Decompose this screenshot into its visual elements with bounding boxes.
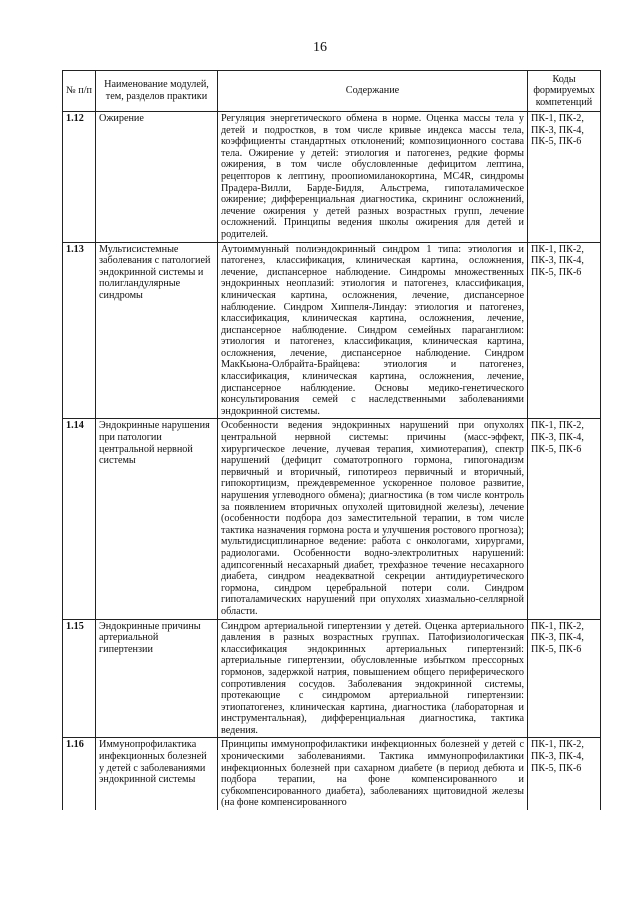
row-content: Регуляция энергетического обмена в норме. Оценка массы тела у детей и подростков, в том числе кривые индекса массы тела, коэффициенты стандартных отклонений; композиционного состава тела. Ожирение у детей: этиология и патогенез, редкие формы ожирения, в том числе обусловленные дефицитом лептина, рецепторов к лептину, проопиомиланокортина, MC4R, синдромы Прадера-Вилли, Барде-Бидля, Альстрема, гипоталамическое ожирение; дифференциальная диагностика, скрининг осложнений, лечение ожирения у детей разных возрастных групп, лечение осложнений. Принципы ведения школы ожирения для детей и родителей. bbox=[218, 112, 528, 243]
row-number: 1.14 bbox=[63, 419, 96, 619]
header-name: Наименование модулей, тем, разделов практики bbox=[96, 71, 218, 112]
row-name: Эндокринные нарушения при патологии центральной нервной системы bbox=[96, 419, 218, 619]
row-content: Аутоиммунный полиэндокринный синдром 1 типа: этиология и патогенез, классификация, клиническая картина, осложнения, лечение, диспансерное наблюдение. Синдромы множественных эндокринных неоплазий: этиология и патогенез, классификация, клиническая картина, осложнения, лечение, диспансерное наблюдение. Синдром Хиппеля-Линдау: этиология и патогенез, классификация, клиническая картина, осложнения, лечение, диспансерное наблюдение. Синдром семейных параганглиом: этиология и патогенез, классификация, клиническая картина, осложнения, лечение, диспансерное наблюдение. Синдром МакКьюна-Олбрайта-Брайцева: этиология и патогенез, классификация, клиническая картина, осложнения, лечение, диспансерное наблюдение. Основы медико-генетического консультирования семей с наследственными заболеваниями эндокринной системы. bbox=[218, 242, 528, 419]
header-content: Содержание bbox=[218, 71, 528, 112]
table-row bbox=[63, 619, 601, 738]
row-codes: ПК-1, ПК-2, ПК-3, ПК-4, ПК-5, ПК-6 bbox=[528, 112, 601, 243]
row-name: Иммунопрофилактика инфекционных болезней у детей с заболеваниями эндокринной системы bbox=[96, 738, 218, 810]
page-number: 16 bbox=[313, 40, 327, 55]
header-num: № п/п bbox=[63, 71, 96, 112]
row-content: Синдром артериальной гипертензии у детей. Оценка артериального давления в разных возрастных группах. Патофизиологическая классификация эндокринных артериальных гипертензий: артериальные гипертензии, обусловленные избытком прессорных гормонов, задержкой натрия, повышением общего периферического сопротивления сосудов. Заболевания эндокринной системы, протекающие с синдромом артериальной гипертензии: этиопатогенез, клиническая картина, диагностика (лабораторная и инструментальная), дифференциальная диагностика, тактика ведения. bbox=[218, 619, 528, 738]
table-row bbox=[63, 738, 601, 810]
row-codes: ПК-1, ПК-2, ПК-3, ПК-4, ПК-5, ПК-6 bbox=[528, 419, 601, 619]
curriculum-table bbox=[62, 70, 601, 810]
row-number: 1.15 bbox=[63, 619, 96, 738]
row-codes: ПК-1, ПК-2, ПК-3, ПК-4, ПК-5, ПК-6 bbox=[528, 619, 601, 738]
table-row bbox=[63, 112, 601, 243]
header-codes: Коды формируемых компетенций bbox=[528, 71, 601, 112]
table-row bbox=[63, 242, 601, 419]
row-name: Эндокринные причины артериальной гипертензии bbox=[96, 619, 218, 738]
row-content: Особенности ведения эндокринных нарушений при опухолях центральной нервной системы: причины (масс-эффект, хирургическое лечение, лучевая терапия, химиотерапия), спектр нарушений (дефицит соматотропного гормона, гипогонадизм первичный и вторичный, гипотиреоз первичный и вторичный, гипокортицизм, преждевременное ускоренное половое развитие, нарушения углеводного обмена); диагностика (в том числе контроль за появлением вторичных опухолей щитовидной железы), лечение (особенности подбора доз заместительной терапии, в том числе тактика назначения гормона роста и улучшения ростового прогноза); мультидисциплинарное ведение: работа с онкологами, хирургами, радиологами. Особенности водно-электролитных нарушений: адипсогенный несахарный диабет, трехфазное течение несахарного диабета, синдром неадекватной секреции антидиуретического гормона, синдром церебральной потери соли. Синдром гипоталамических нарушений при опухолях хиазмально-селлярной области. bbox=[218, 419, 528, 619]
row-number: 1.16 bbox=[63, 738, 96, 810]
row-number: 1.13 bbox=[63, 242, 96, 419]
row-name: Ожирение bbox=[96, 112, 218, 243]
row-name: Мультисистемные заболевания с патологией эндокринной системы и полигландулярные синдромы bbox=[96, 242, 218, 419]
row-codes: ПК-1, ПК-2, ПК-3, ПК-4, ПК-5, ПК-6 bbox=[528, 242, 601, 419]
table-header-row bbox=[63, 71, 601, 112]
row-codes: ПК-1, ПК-2, ПК-3, ПК-4, ПК-5, ПК-6 bbox=[528, 738, 601, 810]
row-number: 1.12 bbox=[63, 112, 96, 243]
row-content: Принципы иммунопрофилактики инфекционных болезней у детей с хроническими заболеваниями. Тактика иммунопрофилактики инфекционных болезней при сахарном диабете (в период дебюта и подбора терапии, на фоне компенсированного и субкомпенсированного диабета), заболеваниях щитовидной железы (на фоне компенсированного bbox=[218, 738, 528, 810]
table-row bbox=[63, 419, 601, 619]
